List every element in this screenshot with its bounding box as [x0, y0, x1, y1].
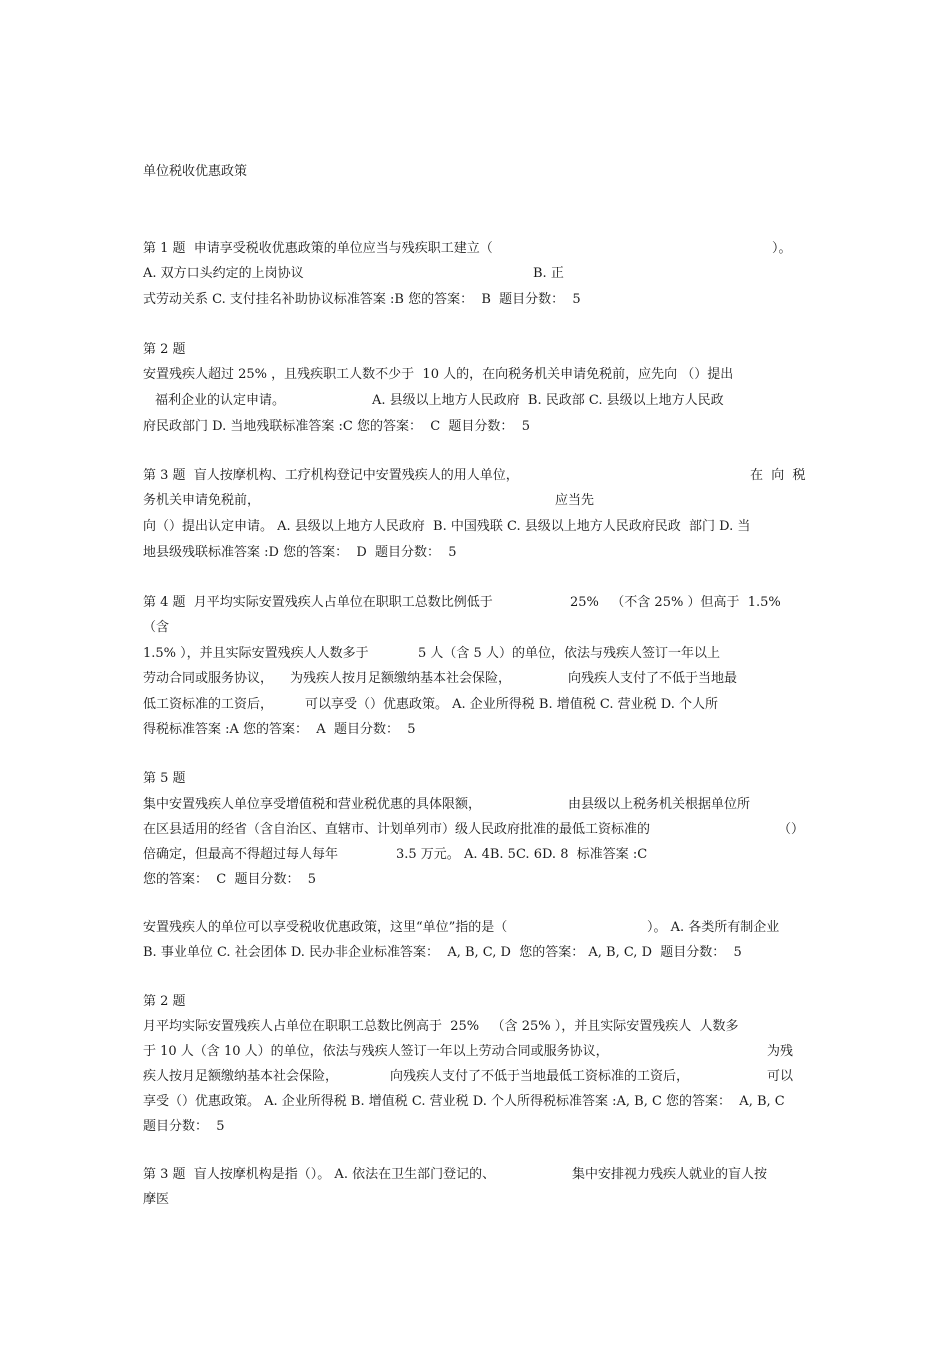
text-line: 第 3 题 盲人按摩机构是指（）。 A. 依法在卫生部门登记的、	[143, 1167, 496, 1182]
text-line: 由县级以上税务机关根据单位所	[568, 797, 751, 812]
text-line: （）	[778, 822, 805, 837]
text-line: （含	[143, 620, 170, 635]
text-line: 1.5% ），并且实际安置残疾人人数多于	[143, 646, 369, 661]
text-line: 月平均实际安置残疾人占单位在职职工总数比例高于 25% （含 25% ），并且实际安置残疾人 人数多	[143, 1019, 739, 1034]
text-line: 第 2 题	[143, 342, 186, 357]
text-line: 3.5 万元。 A. 4B. 5C. 6D. 8 标准答案 :C	[396, 847, 648, 862]
text-line: B. 正	[533, 266, 564, 281]
text-line: 向残疾人支付了不低于当地最低工资标准的工资后，	[390, 1069, 690, 1084]
text-line: 第 5 题	[143, 771, 186, 786]
document-title: 单位税收优惠政策	[143, 164, 248, 179]
text-line: 5 人（含 5 人）的单位，依法与残疾人签订一年以上	[418, 646, 720, 661]
text-line: 集中安置残疾人单位享受增值税和营业税优惠的具体限额，	[143, 797, 482, 812]
text-line: A. 双方口头约定的上岗协议	[143, 266, 304, 281]
text-line: 为残疾人按月足额缴纳基本社会保险，	[290, 671, 512, 686]
text-line: 可以享受（）优惠政策。 A. 企业所得税 B. 增值税 C. 营业税 D. 个人所	[305, 697, 718, 712]
text-line: 于 10 人（含 10 人）的单位，依法与残疾人签订一年以上劳动合同或服务协议，	[143, 1044, 609, 1059]
text-line: 府民政部门 D. 当地残联标准答案 :C 您的答案： C 题目分数： 5	[143, 419, 530, 434]
text-line: 倍确定，但最高不得超过每人每年	[143, 847, 339, 862]
text-line: 为残	[767, 1044, 794, 1059]
text-line: 安置残疾人超过 25% ，且残疾职工人数不少于 10 人的，在向税务机关申请免税前，应先向 （）提出	[143, 367, 734, 382]
text-line: 得税标准答案 :A 您的答案： A 题目分数： 5	[143, 722, 416, 737]
text-line: 题目分数： 5	[143, 1119, 225, 1134]
text-line: 福利企业的认定申请。	[155, 393, 286, 408]
text-line: ）。	[772, 241, 792, 256]
text-line: 式劳动关系 C. 支付挂名补助协议标准答案 :B 您的答案： B 题目分数： 5	[143, 292, 581, 307]
text-line: 第 2 题	[143, 994, 186, 1009]
text-line: A. 县级以上地方人民政府 B. 民政部 C. 县级以上地方人民政	[372, 393, 724, 408]
text-line: 低工资标准的工资后，	[143, 697, 274, 712]
text-line: 25% （不含 25% ）但高于 1.5%	[570, 595, 781, 610]
text-line: 您的答案： C 题目分数： 5	[143, 872, 317, 887]
text-line: 在 向 税	[750, 468, 806, 483]
text-line: 劳动合同或服务协议，	[143, 671, 274, 686]
text-line: 第 3 题 盲人按摩机构、工疗机构登记中安置残疾人的用人单位，	[143, 468, 519, 483]
text-line: 享受（）优惠政策。 A. 企业所得税 B. 增值税 C. 营业税 D. 个人所得税标准答案 :A, B, C 您的答案： A, B, C	[143, 1094, 785, 1109]
text-line: 摩医	[143, 1192, 170, 1207]
text-line: B. 事业单位 C. 社会团体 D. 民办非企业标准答案： A, B, C, D 您的答案： A, B, C, D 题目分数： 5	[143, 945, 742, 960]
text-line: 向（）提出认定申请。 A. 县级以上地方人民政府 B. 中国残联 C. 县级以上地方人民政府民政 部门 D. 当	[143, 519, 751, 534]
text-line: 地县级残联标准答案 :D 您的答案： D 题目分数： 5	[143, 545, 457, 560]
text-line: 第 1 题 申请享受税收优惠政策的单位应当与残疾职工建立（	[143, 241, 493, 256]
text-line: 向残疾人支付了不低于当地最	[568, 671, 738, 686]
text-line: 安置残疾人的单位可以享受税收优惠政策，这里“单位”指的是（	[143, 920, 508, 935]
text-line: ）。 A. 各类所有制企业	[647, 920, 780, 935]
text-line: 集中安排视力残疾人就业的盲人按	[572, 1167, 768, 1182]
text-line: 在区县适用的经省（含自治区、直辖市、计划单列市）级人民政府批准的最低工资标准的	[143, 822, 651, 837]
text-line: 务机关申请免税前，	[143, 493, 261, 508]
text-line: 可以	[767, 1069, 794, 1084]
text-line: 应当先	[555, 493, 595, 508]
text-line: 疾人按月足额缴纳基本社会保险，	[143, 1069, 339, 1084]
text-line: 第 4 题 月平均实际安置残疾人占单位在职职工总数比例低于	[143, 595, 493, 610]
